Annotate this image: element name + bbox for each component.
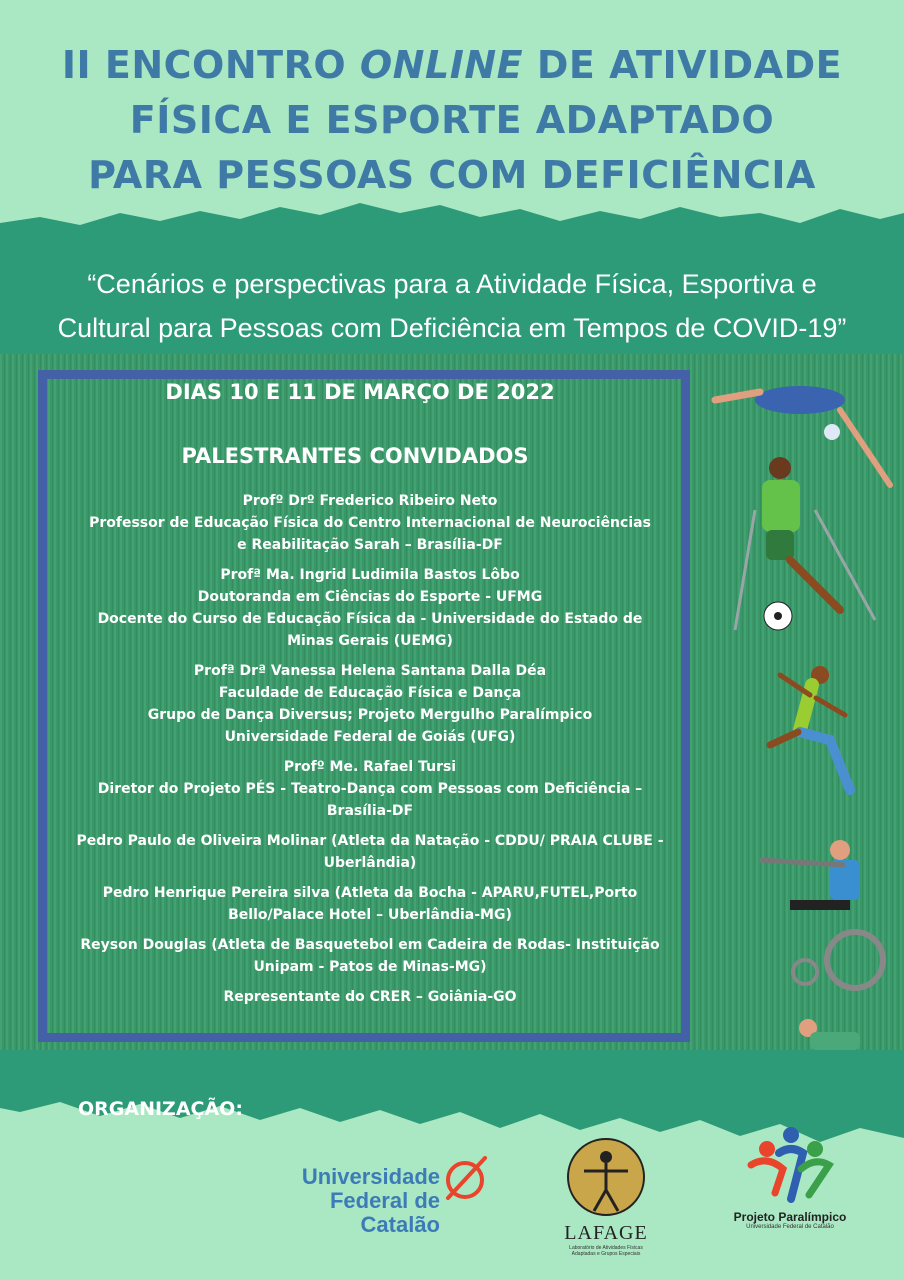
lafage-name: LAFAGE <box>564 1222 648 1244</box>
speaker-item: Pedro Paulo de Oliveira Molinar (Atleta da Natação - CDDU/ PRAIA CLUBE - Uberlândia) <box>76 833 664 871</box>
ufc-mark-icon <box>440 1150 490 1205</box>
speaker-item: Profº Me. Rafael Tursi Diretor do Projeto PÉS - Teatro-Dança com Pessoas com Deficiência – Brasília-DF <box>97 759 643 819</box>
lafage-subtitle-2: Adaptadas e Grupos Especiais <box>571 1251 641 1257</box>
title-line-3: PARA PESSOAS COM DEFICIÊNCIA <box>88 153 816 197</box>
speaker-item: Representante do CRER – Goiânia-GO <box>223 989 517 1005</box>
title-line-1: II ENCONTRO ONLINE DE ATIVIDADE <box>61 43 843 87</box>
vitruvian-man-icon <box>564 1135 648 1219</box>
projeto-paralimpico-logo <box>720 1125 860 1230</box>
lafage-logo <box>560 1135 652 1257</box>
soccer-player-figure-icon <box>735 457 875 630</box>
speaker-item: Profº Drº Frederico Ribeiro Neto Professor de Educação Física do Centro Internacional de Neurociências e Reabilitação Sarah – Brasília-DF <box>89 493 651 553</box>
ufc-logo: Universidade Federal de Catalão <box>301 1164 440 1237</box>
runner-figure-icon <box>770 666 850 790</box>
event-dates: DIAS 10 E 11 DE MARÇO DE 2022 <box>165 380 555 404</box>
speaker-item: Pedro Henrique Pereira silva (Atleta da Bocha - APARU,FUTEL,Porto Bello/Palace Hotel – Uberlândia-MG) <box>102 885 638 923</box>
speakers-list <box>60 490 680 1016</box>
paralimpico-name: Projeto Paralímpico <box>733 1210 847 1224</box>
subtitle-line-2: Cultural para Pessoas com Deficiência em Tempos de COVID-19” <box>57 313 847 343</box>
event-subtitle <box>30 262 874 350</box>
lafage-subtitle-1: Laboratório de Atividades Físicas <box>569 1245 643 1251</box>
title-line-2: FÍSICA E ESPORTE ADAPTADO <box>129 98 775 142</box>
organization-label: ORGANIZAÇÃO: <box>78 1098 243 1120</box>
speakers-heading: PALESTRANTES CONVIDADOS <box>181 444 529 468</box>
speaker-item: Profª Ma. Ingrid Ludimila Bastos Lôbo Doutoranda em Ciências do Esporte - UFMG Docente do Curso de Educação Física da - Universidade do Estado de Minas Gerais (UEMG) <box>97 567 643 649</box>
speaker-item: Profª Drª Vanessa Helena Santana Dalla Déa Faculdade de Educação Física e Dança Grupo de Dança Diversus; Projeto Mergulho Paralímpico Universidade Federal de Goiás (UFG) <box>147 663 593 745</box>
subtitle-line-1: “Cenários e perspectivas para a Atividade Física, Esportiva e <box>87 269 817 299</box>
speaker-item: Reyson Douglas (Atleta de Basquetebol em Cadeira de Rodas- Instituição Unipam - Patos de Minas-MG) <box>80 937 660 975</box>
wheelchair-shooter-figure-icon <box>760 840 883 988</box>
athletes-illustration <box>700 360 904 1130</box>
paralimpico-subtitle: Universidade Federal de Catalão <box>746 1224 834 1230</box>
swimmer-figure-icon <box>715 386 890 485</box>
event-title <box>0 38 904 203</box>
paralympic-figures-icon <box>745 1125 835 1205</box>
